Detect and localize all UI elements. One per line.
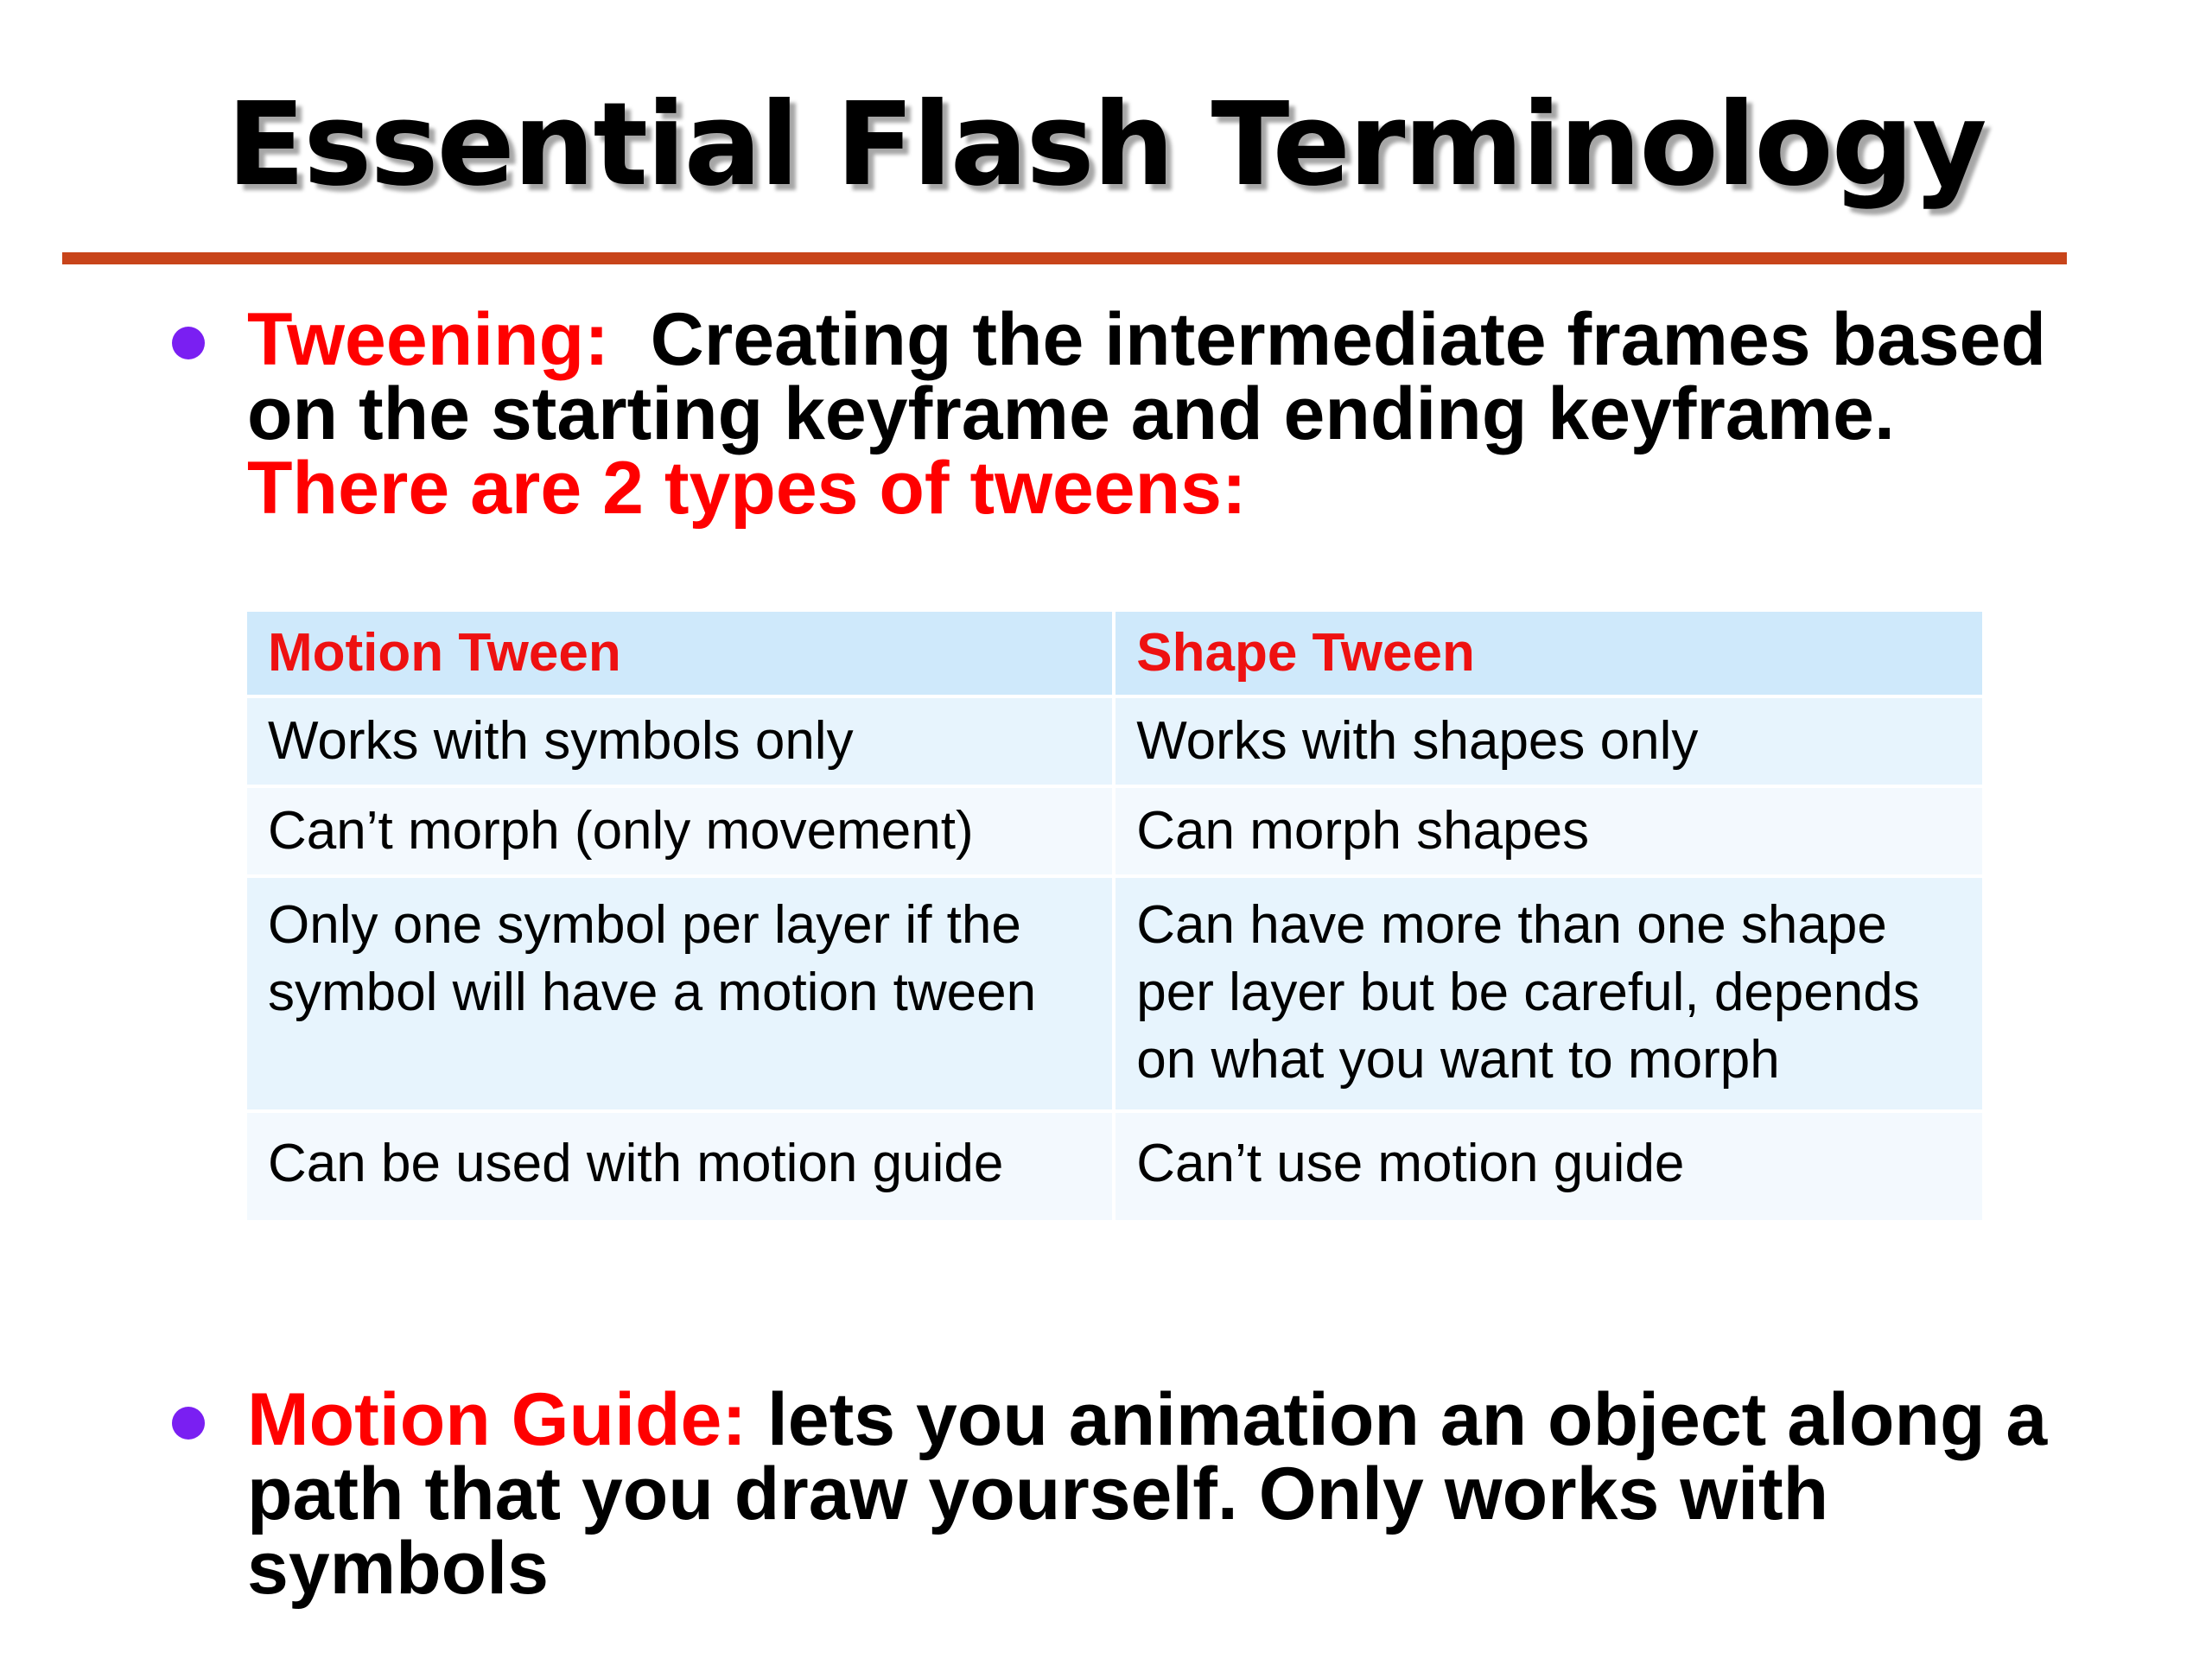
table-row	[247, 1113, 1982, 1220]
cell-line: Can have more than one shape	[1136, 895, 1887, 955]
term-tweening: Tweening:	[247, 298, 609, 381]
table-cell	[1116, 878, 1982, 1109]
table-cell: Works with symbols only	[247, 698, 1112, 785]
definition-line: symbols	[247, 1527, 549, 1610]
table-header-cell: Shape Tween	[1116, 612, 1982, 695]
table-cell: Can’t morph (only movement)	[247, 788, 1112, 874]
title-divider	[62, 252, 2067, 264]
definition-line: Creating the intermediate frames based	[650, 298, 2047, 381]
bullet-dot-icon	[172, 1407, 205, 1440]
table-cell: Can’t use motion guide	[1116, 1113, 1982, 1220]
table-header-cell: Motion Tween	[247, 612, 1112, 695]
table-row	[247, 698, 1982, 785]
bullet-motion-guide	[247, 1378, 2183, 1610]
bullet-line	[247, 1378, 2183, 1461]
table-header-row	[247, 612, 1982, 695]
table-row	[247, 878, 1982, 1109]
table-cell: Can be used with motion guide	[247, 1113, 1112, 1220]
slide-title: Essential Flash Terminology	[226, 79, 1986, 212]
tween-types-note: There are 2 types of tweens:	[247, 447, 1247, 530]
table-row	[247, 788, 1982, 874]
table-cell: Can morph shapes	[1116, 788, 1982, 874]
bullet-line	[247, 298, 2183, 381]
table-cell	[247, 878, 1112, 1109]
table-cell: Works with shapes only	[1116, 698, 1982, 785]
definition-line: path that you draw yourself. Only works with	[247, 1452, 1829, 1535]
definition-line: lets you animation an object along a	[766, 1378, 2048, 1461]
cell-line: on what you want to morph	[1136, 1030, 1780, 1090]
bullet-tweening	[247, 298, 2183, 530]
cell-line: symbol will have a motion tween	[268, 963, 1037, 1022]
cell-line: Only one symbol per layer if the	[268, 895, 1021, 955]
bullet-dot-icon	[172, 327, 205, 359]
cell-line: per layer but be careful, depends	[1136, 963, 1920, 1022]
definition-line: on the starting keyframe and ending keyframe.	[247, 372, 1895, 455]
term-motion-guide: Motion Guide:	[247, 1378, 747, 1461]
tween-comparison-table	[244, 608, 1986, 1224]
